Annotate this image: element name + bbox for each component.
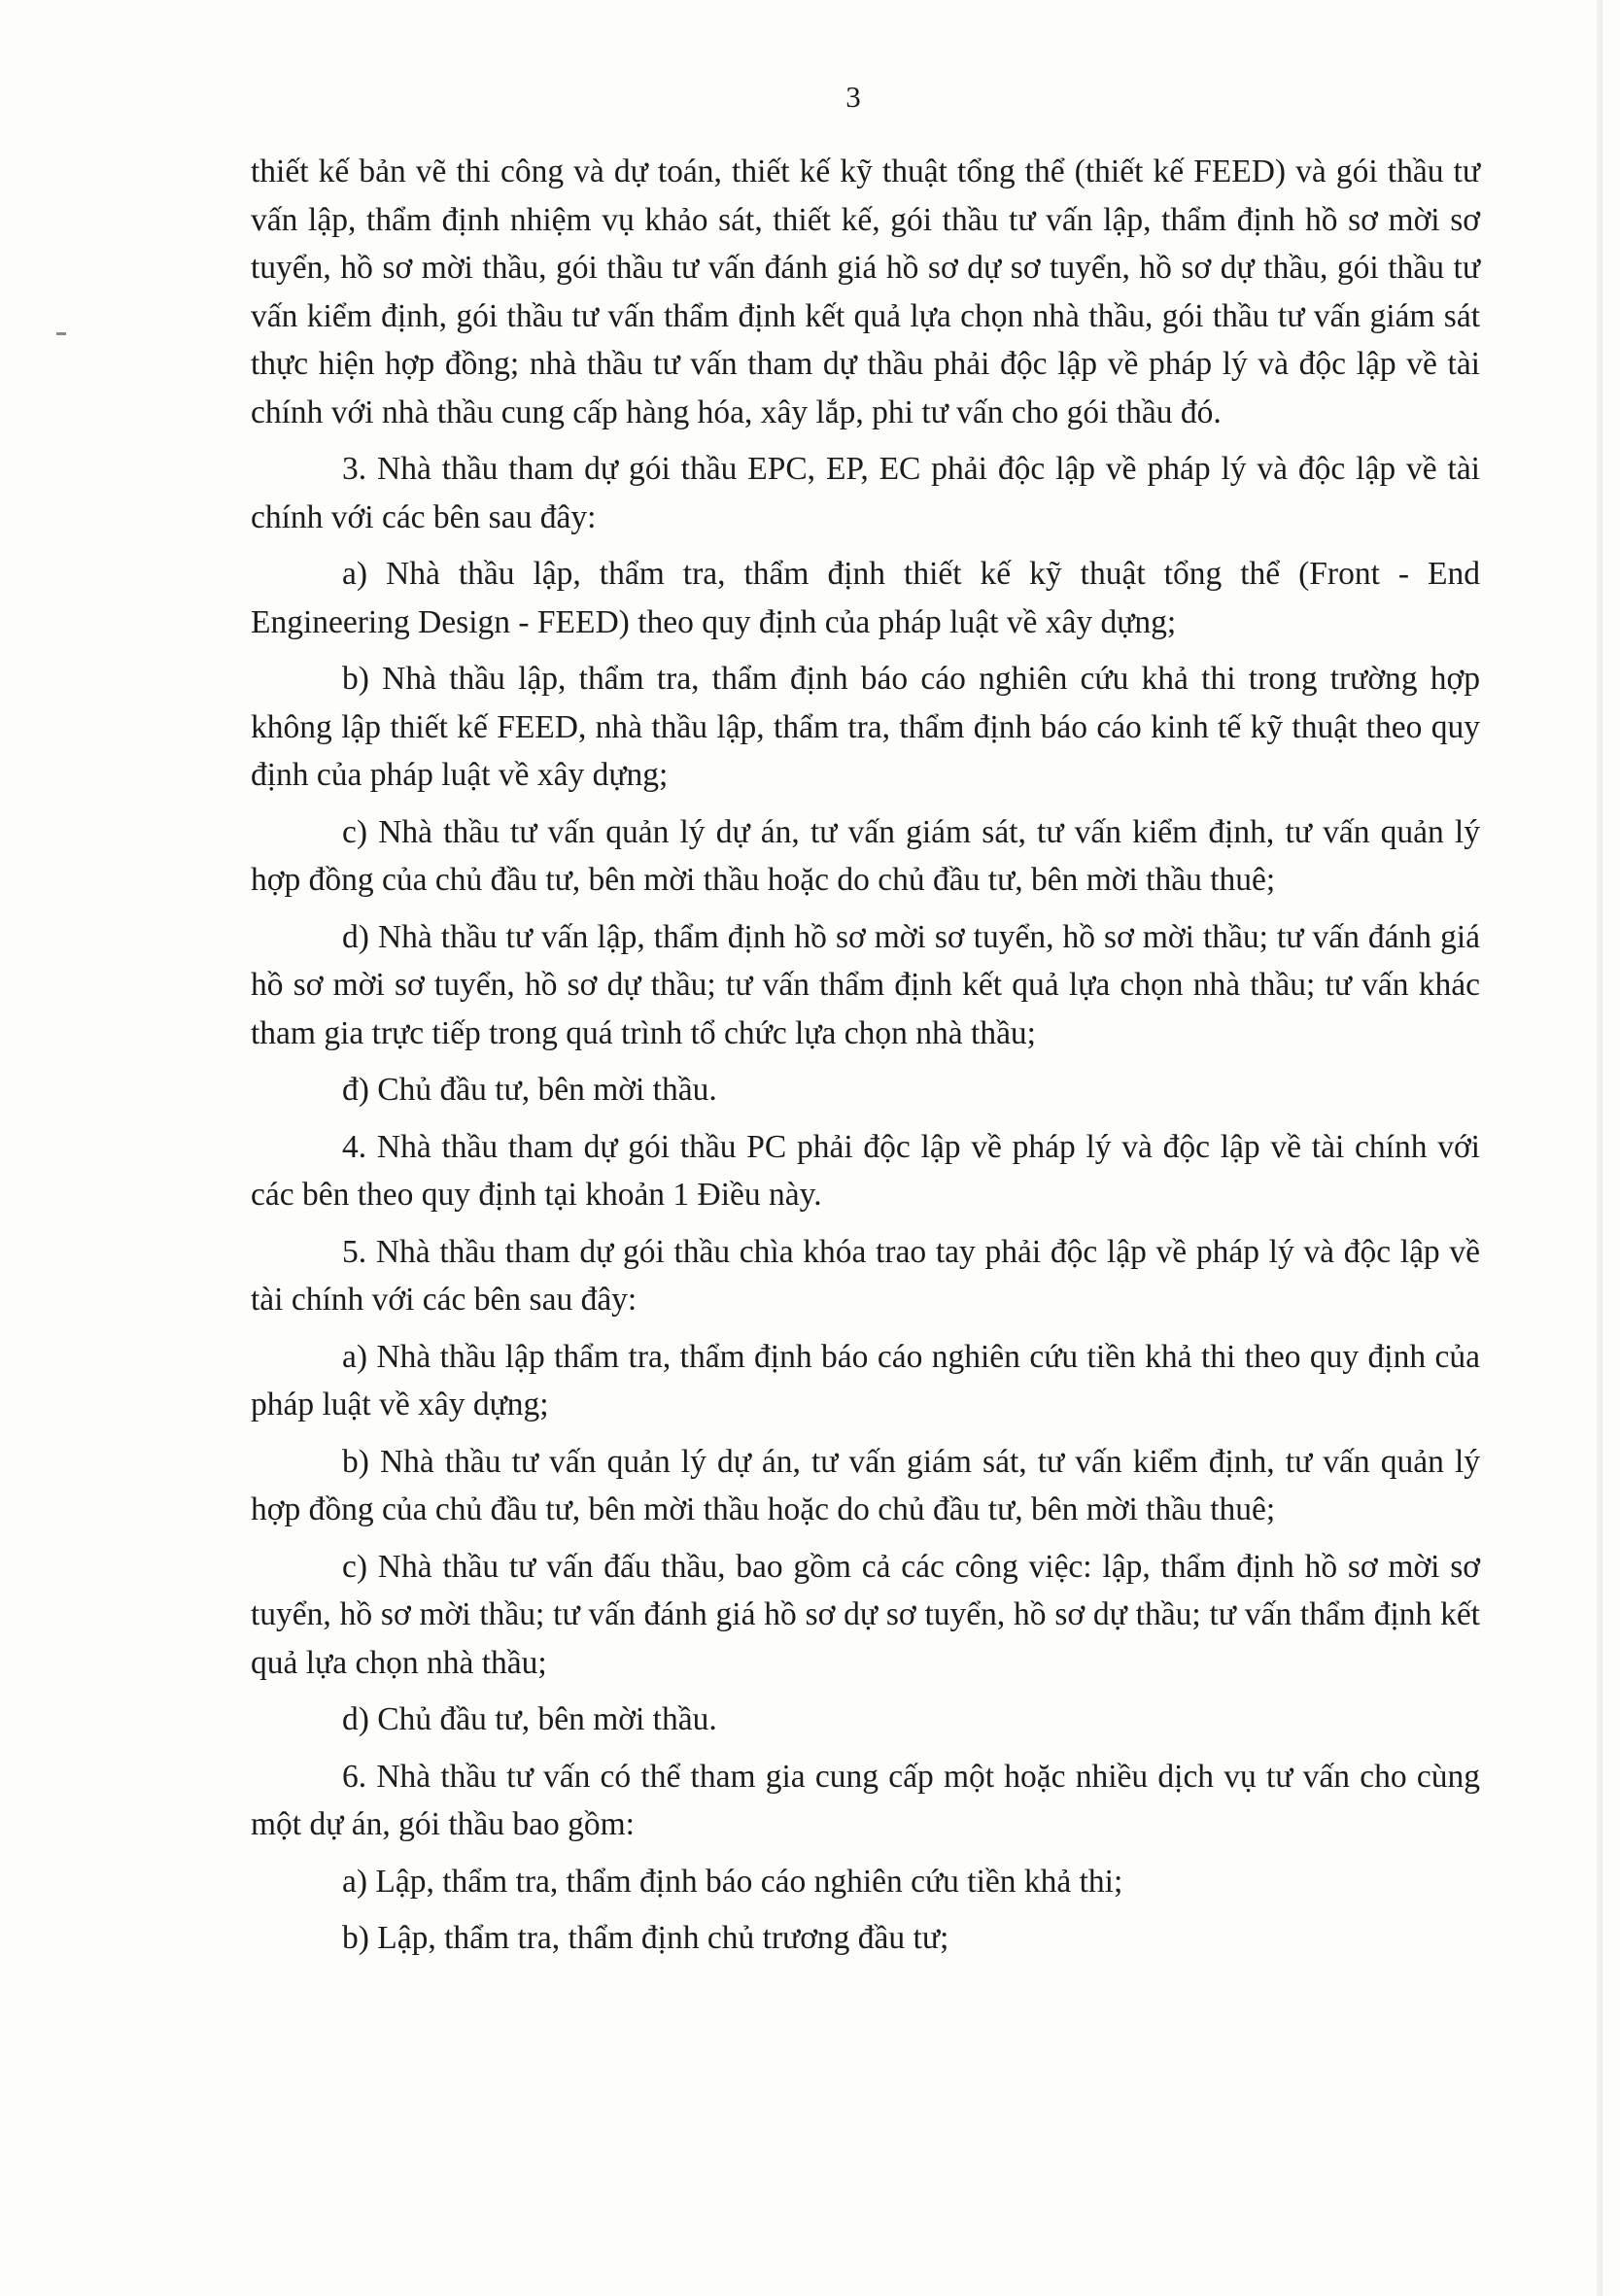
clause-6-item-a: a) Lập, thẩm tra, thẩm định báo cáo nghiên cứu tiền khả thi;	[342, 1863, 1123, 1900]
clause-3-item-d: d) Nhà thầu tư vấn lập, thẩm định hồ sơ mời sơ tuyển, hồ sơ mời thầu; tư vấn đánh giá hồ sơ mời sơ tuyển, hồ sơ dự thầu; tư vấn thẩm định kết quả lựa chọn nhà thầu; tư vấn khác tham gia trực tiếp trong quá trình tổ chức lựa chọn nhà thầu;	[251, 918, 1480, 1051]
clause-3-item-b: b) Nhà thầu lập, thẩm tra, thẩm định báo cáo nghiên cứu khả thi trong trường hợp không lập thiết kế FEED, nhà thầu lập, thẩm tra, thẩm định báo cáo kinh tế kỹ thuật theo quy định của pháp luật về xây dựng;	[251, 661, 1480, 793]
clause-6: 6. Nhà thầu tư vấn có thể tham gia cung cấp một hoặc nhiều dịch vụ tư vấn cho cùng một dự án, gói thầu bao gồm:	[251, 1758, 1480, 1842]
document-body	[251, 148, 1480, 1971]
clause-6-item-b: b) Lập, thẩm tra, thẩm định chủ trương đầu tư;	[342, 1920, 949, 1956]
clause-4: 4. Nhà thầu tham dự gói thầu PC phải độc lập về pháp lý và độc lập về tài chính với các bên theo quy định tại khoản 1 Điều này.	[251, 1128, 1480, 1213]
scan-edge	[1597, 0, 1603, 2296]
clause-5-item-b: b) Nhà thầu tư vấn quản lý dự án, tư vấn giám sát, tư vấn kiểm định, tư vấn quản lý hợp đồng của chủ đầu tư, bên mời thầu hoặc do chủ đầu tư, bên mời thầu thuê;	[251, 1443, 1480, 1527]
clause-3-item-dd: đ) Chủ đầu tư, bên mời thầu.	[342, 1072, 717, 1108]
clause-5-item-a: a) Nhà thầu lập thẩm tra, thẩm định báo cáo nghiên cứu tiền khả thi theo quy định của pháp luật về xây dựng;	[251, 1338, 1480, 1422]
clause-3-item-a: a) Nhà thầu lập, thẩm tra, thẩm định thiết kế kỹ thuật tổng thể (Front - End Engineering Design - FEED) theo quy định của pháp luật về xây dựng;	[251, 556, 1480, 640]
clause-3-item-c: c) Nhà thầu tư vấn quản lý dự án, tư vấn giám sát, tư vấn kiểm định, tư vấn quản lý hợp đồng của chủ đầu tư, bên mời thầu hoặc do chủ đầu tư, bên mời thầu thuê;	[251, 813, 1480, 898]
clause-5-item-c: c) Nhà thầu tư vấn đấu thầu, bao gồm cả các công việc: lập, thẩm định hồ sơ mời sơ tuyển, hồ sơ mời thầu; tư vấn đánh giá hồ sơ dự sơ tuyển, hồ sơ dự thầu; tư vấn thẩm định kết quả lựa chọn nhà thầu;	[251, 1548, 1480, 1681]
scan-mark	[56, 332, 66, 335]
clause-5: 5. Nhà thầu tham dự gói thầu chìa khóa trao tay phải độc lập về pháp lý và độc lập về tài chính với các bên sau đây:	[251, 1233, 1480, 1318]
page-number: 3	[845, 80, 861, 114]
clause-3: 3. Nhà thầu tham dự gói thầu EPC, EP, EC phải độc lập về pháp lý và độc lập về tài chính với các bên sau đây:	[251, 451, 1480, 535]
clause-5-item-d: d) Chủ đầu tư, bên mời thầu.	[342, 1701, 717, 1737]
paragraph-continuation: thiết kế bản vẽ thi công và dự toán, thiết kế kỹ thuật tổng thể (thiết kế FEED) và gói thầu tư vấn lập, thẩm định nhiệm vụ khảo sát, thiết kế, gói thầu tư vấn lập, thẩm định hồ sơ mời sơ tuyển, hồ sơ mời thầu, gói thầu tư vấn đánh giá hồ sơ dự sơ tuyển, hồ sơ dự thầu, gói thầu tư vấn kiểm định, gói thầu tư vấn thẩm định kết quả lựa chọn nhà thầu, gói thầu tư vấn giám sát thực hiện hợp đồng; nhà thầu tư vấn tham dự thầu phải độc lập về pháp lý và độc lập về tài chính với nhà thầu cung cấp hàng hóa, xây lắp, phi tư vấn cho gói thầu đó.	[251, 154, 1480, 430]
